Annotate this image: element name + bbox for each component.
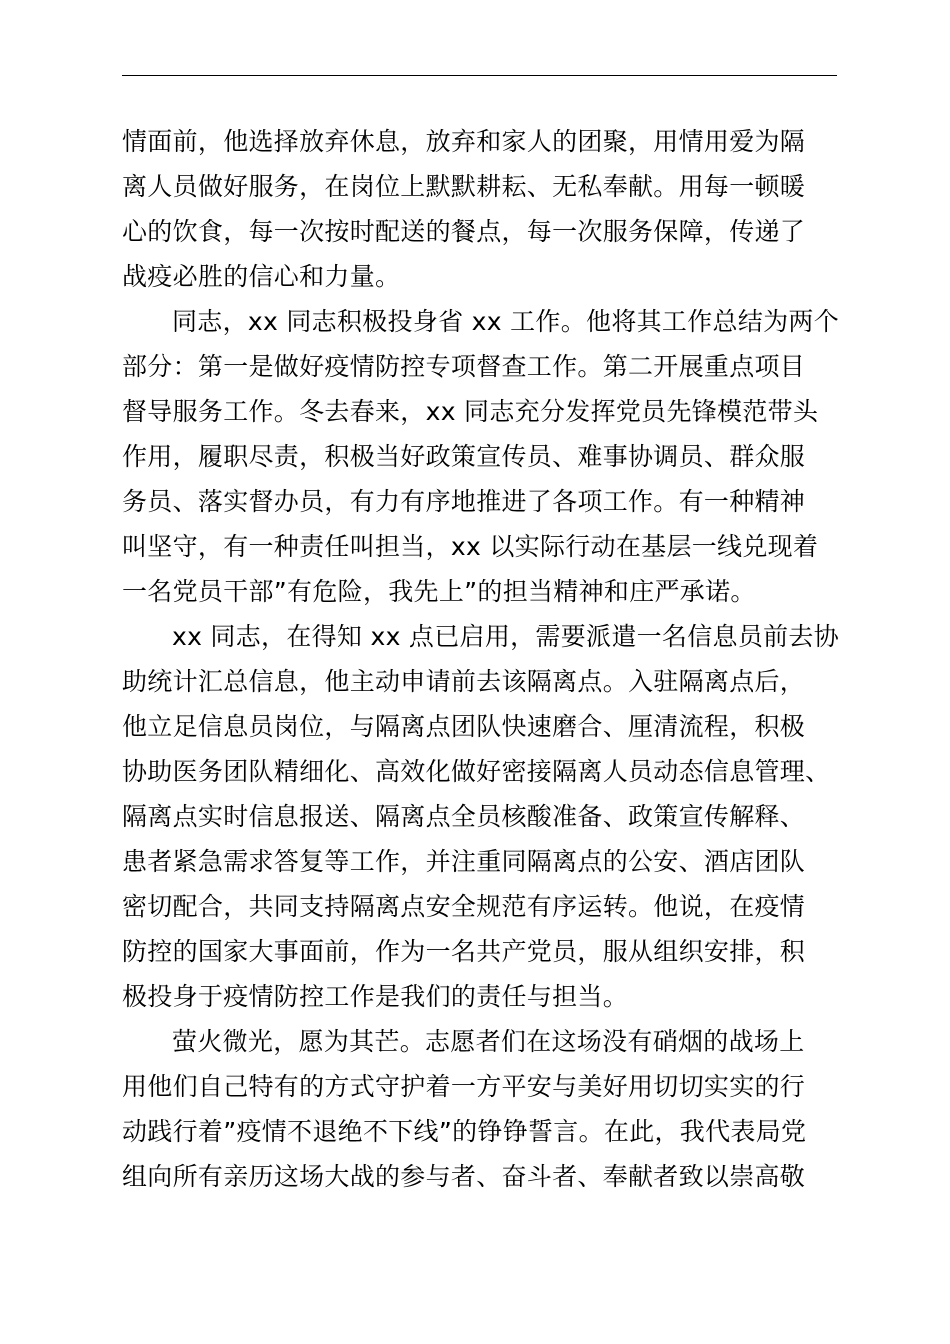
text-line: 一名党员干部”有危险，我先上”的担当精神和庄严承诺。 — [122, 577, 756, 606]
paragraph-start-line: 同志，xx 同志积极投身省 xx 工作。他将其工作总结为两个 — [172, 307, 840, 336]
text-line: 战疫必胜的信心和力量。 — [122, 262, 401, 291]
text-line: 密切配合，共同支持隔离点安全规范有序运转。他说，在疫情 — [122, 892, 806, 921]
text-line: 动践行着”疫情不退绝不下线”的铮铮誓言。在此，我代表局党 — [122, 1117, 807, 1146]
document-body — [122, 119, 842, 1199]
text-line: 叫坚守，有一种责任叫担当，xx 以实际行动在基层一线兑现着 — [122, 532, 819, 561]
text-line: 务员、落实督办员，有力有序地推进了各项工作。有一种精神 — [122, 487, 806, 516]
header-divider — [122, 75, 837, 76]
text-line: 防控的国家大事面前，作为一名共产党员，服从组织安排，积 — [122, 937, 806, 966]
text-line: 用他们自己特有的方式守护着一方平安与美好用切切实实的行 — [122, 1072, 806, 1101]
text-line: 情面前，他选择放弃休息，放弃和家人的团聚，用情用爱为隔 — [122, 127, 806, 156]
paragraph-start-line: 萤火微光，愿为其芒。志愿者们在这场没有硝烟的战场上 — [172, 1027, 805, 1056]
text-line: 极投身于疫情防控工作是我们的责任与担当。 — [122, 982, 629, 1011]
text-line: 作用，履职尽责，积极当好政策宣传员、难事协调员、群众服 — [122, 442, 806, 471]
text-line: 督导服务工作。冬去春来，xx 同志充分发挥党员先锋模范带头 — [122, 397, 819, 426]
paragraph-start-line: xx 同志，在得知 xx 点已启用，需要派遣一名信息员前去协 — [172, 622, 840, 651]
text-line: 离人员做好服务，在岗位上默默耕耘、无私奉献。用每一顿暖 — [122, 172, 806, 201]
text-line: 协助医务团队精细化、高效化做好密接隔离人员动态信息管理、 — [122, 757, 831, 786]
text-line: 心的饮食，每一次按时配送的餐点，每一次服务保障，传递了 — [122, 217, 806, 246]
text-line: 助统计汇总信息，他主动申请前去该隔离点。入驻隔离点后， — [122, 667, 806, 696]
text-line: 患者紧急需求答复等工作，并注重同隔离点的公安、酒店团队 — [122, 847, 806, 876]
text-line: 隔离点实时信息报送、隔离点全员核酸准备、政策宣传解释、 — [122, 802, 806, 831]
text-line: 组向所有亲历这场大战的参与者、奋斗者、奉献者致以崇高敬 — [122, 1162, 806, 1191]
text-line: 他立足信息员岗位，与隔离点团队快速磨合、厘清流程，积极 — [122, 712, 806, 741]
text-line: 部分：第一是做好疫情防控专项督查工作。第二开展重点项目 — [122, 352, 806, 381]
